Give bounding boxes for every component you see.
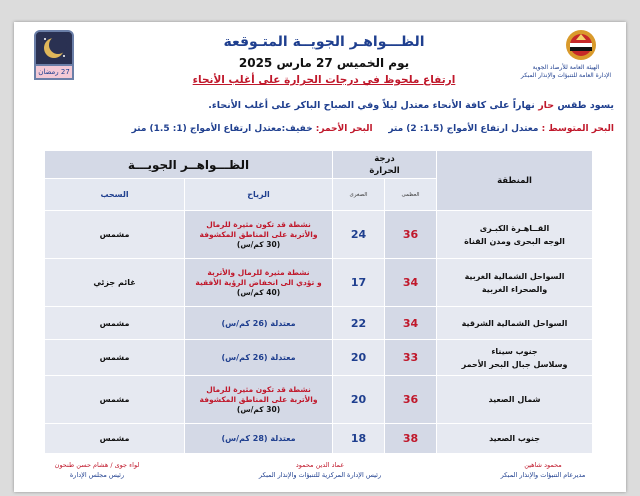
wind-line-3: (30 كم/س): [236, 404, 281, 414]
forecast-date: يوم الخميس 27 مارس 2025: [238, 56, 410, 70]
wind-line-1: نشطة قد تكون مثيرة للرمال: [206, 384, 311, 394]
table-row: [45, 340, 593, 376]
wind-line-2: والأتربة على المناطق المكشوفة: [199, 229, 318, 239]
forecast-sheet: [14, 22, 626, 492]
signature-name: عماد الدين محمود: [295, 461, 345, 469]
clouds-cell: مشمس: [45, 307, 185, 340]
signature-title: رئيس مجلس الإدارة: [69, 471, 125, 479]
wind-line-2: و تؤدي الى انخفاض الرؤية الأفقية: [195, 277, 322, 287]
wind-cell: [185, 376, 333, 424]
min-temp-cell: 20: [333, 376, 385, 424]
min-temp-cell: 17: [333, 259, 385, 307]
region-cell: [437, 307, 593, 340]
forecast-table: [44, 150, 593, 454]
min-temp-cell: 18: [333, 424, 385, 454]
signature-name: لواء جوى / هشام حسن طنحون: [54, 461, 140, 469]
signature-title: مديرعام التنبؤات والإنذار المبكر: [500, 471, 586, 479]
table-row: [45, 259, 593, 307]
table-row: [45, 424, 593, 454]
page-title: الظـــواهـر الجويــة المتـوقعة: [223, 34, 425, 50]
region-line-1: جنوب سيناء: [491, 346, 538, 356]
table-row: [45, 376, 593, 424]
summary-prefix: يسود طقس: [557, 100, 614, 111]
clouds-header: السحب: [45, 179, 185, 211]
temperature-rise-notice: ارتفاع ملحوظ في درجات الحرارة على أغلب الأنحاء: [192, 74, 456, 86]
summary-hot-word: حار: [538, 100, 555, 111]
max-temp-cell: 38: [385, 424, 437, 454]
region-line-1: السواحل الشمالية الشرقية: [461, 318, 568, 328]
region-cell: [437, 424, 593, 454]
wind-line-3: (40 كم/س): [236, 287, 281, 297]
wind-line-3: (30 كم/س): [236, 239, 281, 249]
signature-name: محمود شاهين: [524, 461, 562, 469]
wind-cell: معتدلة (26 كم/س): [185, 340, 333, 376]
agency-line-2: الإدارة العامة للتنبؤات والإنذار المبكر: [520, 72, 612, 79]
region-line-2: الوجه البحرى ومدن القناة: [464, 236, 565, 246]
summary-rest: نهاراً على كافة الأنحاء معتدل ليلاً وفي الصباح الباكر على أغلب الأنحاء.: [208, 100, 535, 111]
red-sea-text: خفيف:معتدل ارتفاع الأمواج (1: 1.5) متر: [131, 124, 313, 134]
wind-cell: معتدلة (26 كم/س): [185, 307, 333, 340]
region-line-1: السواحل الشمالية الغربية: [464, 271, 565, 281]
ramadan-day-label: 27 رمضان: [34, 66, 74, 80]
min-temp-cell: 22: [333, 307, 385, 340]
clouds-cell: مشمس: [45, 211, 185, 259]
wind-line-2: والأتربة على المناطق المكشوفة: [199, 394, 318, 404]
region-cell: [437, 259, 593, 307]
region-header: المنطقة: [437, 151, 593, 211]
wind-header: الرياح: [185, 179, 333, 211]
region-line-2: وسلاسل جبال البحر الأحمر: [461, 359, 568, 369]
min-temp-header: الصغرى: [333, 179, 385, 211]
max-temp-cell: 34: [385, 307, 437, 340]
wind-line-1: نشطة قد تكون مثيرة للرمال: [206, 219, 311, 229]
region-cell: [437, 376, 593, 424]
temperature-header-line-2: الحرارة: [369, 165, 400, 176]
temperature-header: [333, 151, 437, 179]
eagle-logo-icon: [564, 28, 598, 62]
signature-forecast-director: [468, 460, 618, 480]
max-temp-cell: 36: [385, 376, 437, 424]
wind-cell: معتدلة (28 كم/س): [185, 424, 333, 454]
wind-cell: [185, 211, 333, 259]
region-line-1: شمال الصعيد: [488, 395, 541, 404]
region-line-1: القــاهـرة الكبـرى: [479, 223, 550, 233]
signature-chairman: [22, 460, 172, 480]
agency-line-1: الهيئة العامة للأرصاد الجوية: [532, 64, 600, 71]
signature-central-head: [210, 460, 430, 480]
max-temp-header: العظمى: [385, 179, 437, 211]
agency-name: [512, 64, 620, 80]
clouds-cell: مشمس: [45, 376, 185, 424]
wind-line-1: نشطة مثيرة للرمال والأتربة: [207, 267, 310, 277]
max-temp-cell: 36: [385, 211, 437, 259]
temperature-header-line-1: درجة: [374, 153, 395, 164]
region-line-2: والصحراء الغربية: [481, 284, 548, 294]
table-row: [45, 211, 593, 259]
signature-title: رئيس الإدارة المركزية للتنبؤات والإنذار المبكر: [258, 471, 382, 479]
clouds-cell: غائم جزئي: [45, 259, 185, 307]
region-line-1: جنوب الصعيد: [489, 434, 540, 443]
mediterranean-label: البحر المتوسط :: [541, 124, 614, 134]
clouds-cell: مشمس: [45, 424, 185, 454]
phenomena-header: الظـــواهــر الجويـــة: [45, 151, 333, 179]
max-temp-cell: 34: [385, 259, 437, 307]
red-sea-label: البحر الأحمر:: [315, 124, 373, 134]
mediterranean-text: معتدل ارتفاع الأمواج (1.5: 2) متر: [388, 124, 539, 134]
table-row: [45, 307, 593, 340]
region-cell: [437, 211, 593, 259]
min-temp-cell: 20: [333, 340, 385, 376]
weather-summary: [24, 100, 614, 111]
max-temp-cell: 33: [385, 340, 437, 376]
region-cell: [437, 340, 593, 376]
wind-cell: [185, 259, 333, 307]
crescent-moon-icon: [34, 30, 74, 66]
min-temp-cell: 24: [333, 211, 385, 259]
clouds-cell: مشمس: [45, 340, 185, 376]
sea-conditions: [24, 124, 614, 134]
